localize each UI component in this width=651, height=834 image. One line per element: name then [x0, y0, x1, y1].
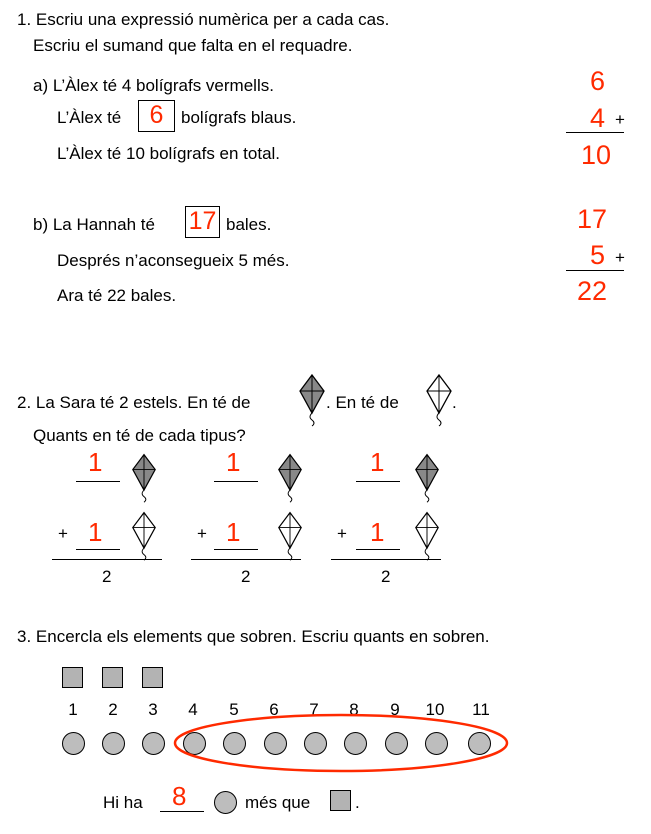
number-label: 11 — [472, 700, 490, 719]
q2-group1-total: 2 — [102, 567, 112, 586]
number-label: 1 — [68, 700, 78, 719]
q2-group1-plus: + — [58, 524, 68, 543]
q2-line1-part2: . En té de — [326, 393, 399, 412]
q1a-line1: a) L’Àlex té 4 bolígrafs vermells. — [33, 76, 274, 95]
q1b-sum-second: 5 — [590, 240, 606, 270]
q1b-line2: Després n’aconsegueix 5 més. — [57, 251, 290, 270]
q1a-sum-result: 10 — [581, 140, 612, 170]
q2-group3-total: 2 — [381, 567, 391, 586]
q2-group3-top: 1 — [370, 447, 385, 477]
q2-group1-top: 1 — [88, 447, 103, 477]
q1b-sum-top: 17 — [577, 204, 608, 234]
q2-group3-bottom: 1 — [370, 517, 385, 547]
q1a-sum-top: 6 — [590, 66, 606, 96]
gray-circle — [214, 791, 237, 814]
q1b-sum-result: 22 — [577, 276, 608, 306]
q1b-answer-value: 17 — [188, 207, 217, 235]
q1-heading: 1. Escriu una expressió numèrica per a cada cas. — [17, 10, 390, 29]
q3-answer-after: més que — [245, 793, 311, 812]
q1a-answer-value: 6 — [149, 101, 164, 129]
q1a-plus-sign: + — [615, 110, 625, 129]
q2-line2: Quants en té de cada tipus? — [33, 426, 246, 445]
q1a-sum-second: 4 — [590, 103, 606, 133]
q3-answer-value: 8 — [172, 781, 187, 811]
number-label: 7 — [309, 700, 319, 719]
q3-answer-before: Hi ha — [103, 793, 143, 812]
q2-group1-bottom: 1 — [88, 517, 103, 547]
number-label: 4 — [188, 700, 198, 719]
q2-group2-plus: + — [197, 524, 207, 543]
q2-line1-part1: 2. La Sara té 2 estels. En té de — [17, 393, 251, 412]
number-label: 10 — [425, 700, 445, 719]
q2-group3-plus: + — [337, 524, 347, 543]
gray-square — [330, 790, 351, 811]
q3-heading: 3. Encercla els elements que sobren. Escriu quants en sobren. — [17, 627, 490, 646]
q1a-line3: L’Àlex té 10 bolígrafs en total. — [57, 144, 281, 163]
q1a-line2-before: L’Àlex té — [57, 108, 122, 127]
number-label: 8 — [349, 700, 359, 719]
number-label: 3 — [148, 700, 158, 719]
q1b-plus-sign: + — [615, 248, 625, 267]
q1-subheading: Escriu el sumand que falta en el requadre. — [33, 36, 353, 55]
number-label: 2 — [108, 700, 118, 719]
number-label: 5 — [229, 700, 239, 719]
q1b-line1-before: b) La Hannah té — [33, 215, 155, 234]
q1a-line2-after: bolígrafs blaus. — [181, 108, 297, 127]
q2-group2-top: 1 — [226, 447, 241, 477]
q3-answer-line — [160, 811, 204, 812]
number-label: 6 — [269, 700, 279, 719]
q1b-line3: Ara té 22 bales. — [57, 286, 177, 305]
q2-line1-part3: . — [452, 393, 457, 412]
number-label: 9 — [390, 700, 400, 719]
q3-answer-end: . — [355, 793, 360, 812]
q2-group2-bottom: 1 — [226, 517, 241, 547]
q2-group2-total: 2 — [241, 567, 251, 586]
q1b-line1-after: bales. — [226, 215, 272, 234]
